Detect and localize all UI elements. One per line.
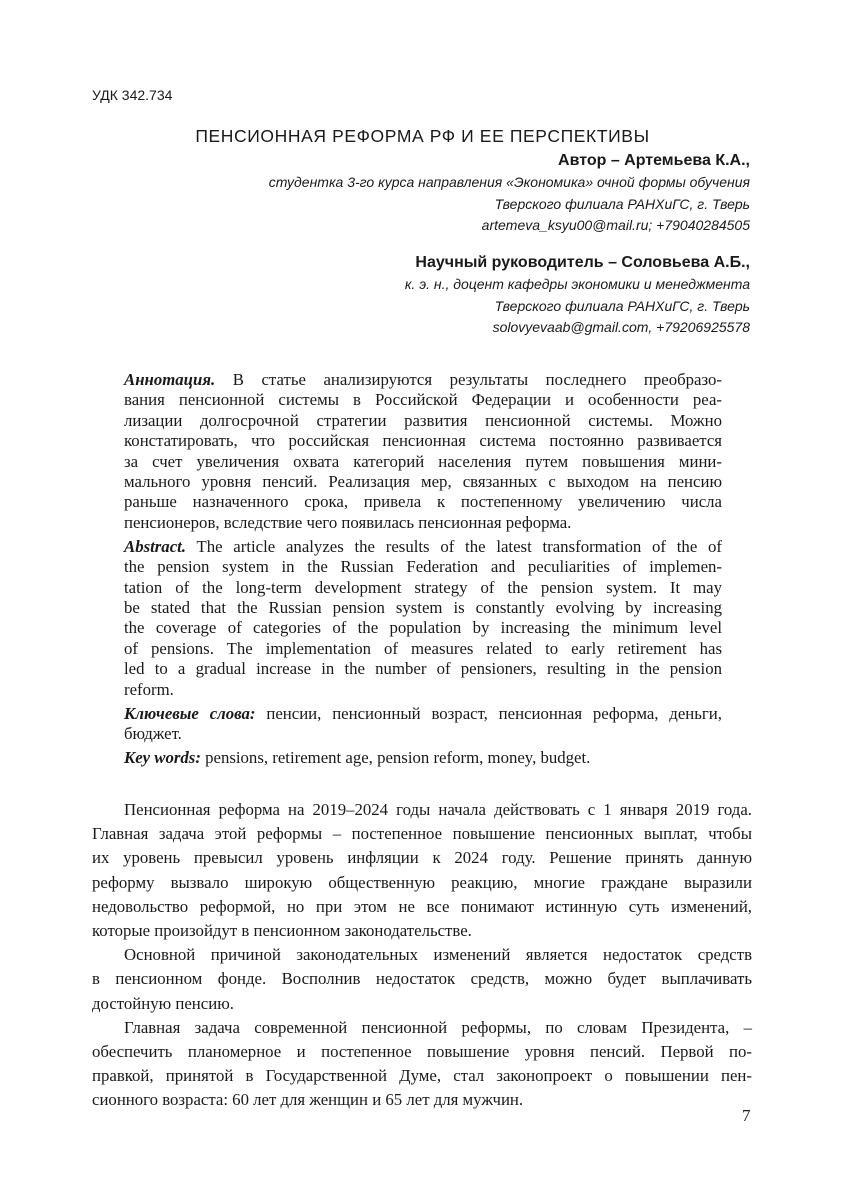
line-text: led to a gradual increase in the number of pensioners, resulting in the pension <box>124 659 722 679</box>
text-line <box>92 1016 752 1040</box>
line-text: в пенсионном фонде. Восполнив недостаток средств, можно будет выплачивать <box>92 969 752 989</box>
line-text: the pension system in the Russian Federation and peculiarities of implemen- <box>124 557 722 577</box>
line-text: достойную пенсию. <box>92 993 234 1013</box>
abstract-paragraph <box>124 537 722 700</box>
line-text: The article analyzes the results of the latest transformation of the of <box>186 536 722 556</box>
line-text: пенсионеров, вследствие чего появилась пенсионная реформа. <box>124 512 572 532</box>
abstract-paragraph <box>124 370 722 533</box>
abstract-section <box>124 370 722 772</box>
text-line <box>124 537 722 557</box>
text-line <box>92 992 752 1016</box>
author-block <box>269 150 750 237</box>
text-line <box>124 598 722 618</box>
page-number: 7 <box>742 1106 751 1125</box>
line-text: Пенсионная реформа на 2019–2024 годы начала действовать с 1 января 2019 года. <box>124 800 752 819</box>
line-text: их уровень превысил уровень инфляции к 2024 году. Решение принять данную <box>92 848 752 868</box>
text-line <box>124 452 722 472</box>
text-line <box>124 748 722 768</box>
text-line <box>124 618 722 638</box>
text-line <box>92 822 752 846</box>
text-line <box>92 1064 752 1088</box>
text-line <box>92 798 752 822</box>
line-text: констатировать, что российская пенсионная система постоянно развивается <box>124 431 722 451</box>
text-line <box>124 557 722 577</box>
advisor-heading: Научный руководитель – Соловьева А.Б., <box>415 254 750 271</box>
abstract-paragraph <box>124 748 722 768</box>
text-line <box>92 919 752 943</box>
advisor-affiliation: к. э. н., доцент кафедры экономики и менеджмента <box>404 276 750 292</box>
text-line <box>92 1040 752 1064</box>
text-line <box>124 578 722 598</box>
line-text: реформу вызвало широкую общественную реакцию, многие граждане выразили <box>92 872 752 892</box>
line-text: Главная задача современной пенсионной реформы, по словам Президента, – <box>124 1017 752 1037</box>
line-text: of pensions. The implementation of measures related to early retirement has <box>124 638 722 658</box>
text-line <box>124 411 722 431</box>
line-text: недовольство реформой, но при этом не все понимают истинную суть изменений, <box>92 896 752 916</box>
advisor-contact: solovyevaab@gmail.com, +79206925578 <box>492 319 750 335</box>
line-text: В статье анализируются результаты последнего преобразо- <box>215 370 722 389</box>
line-text: обеспечить планомерное и постепенное повышение уровня пенсий. Первой по- <box>92 1042 752 1062</box>
text-line <box>124 724 722 744</box>
line-text: Главная задача этой реформы – постепенное повышение пенсионных выплат, чтобы <box>92 824 752 844</box>
line-text: пенсии, пенсионный возраст, пенсионная реформа, деньги, <box>255 703 722 723</box>
author-heading: Автор – Артемьева К.А., <box>558 152 750 169</box>
text-line <box>124 659 722 679</box>
line-text: за счет увеличения охвата категорий населения путем повышения мини- <box>124 451 722 471</box>
text-line <box>124 680 722 700</box>
line-text: мального уровня пенсий. Реализация мер, связанных с выходом на пенсию <box>124 472 722 492</box>
text-line <box>124 492 722 512</box>
line-text: Основной причиной законодательных изменений является недостаток средств <box>124 945 752 965</box>
author-affiliation: студентка 3-го курса направления «Экономика» очной формы обучения <box>268 174 750 190</box>
advisor-affiliation: Тверского филиала РАНХиГС, г. Тверь <box>494 297 750 314</box>
text-line <box>92 1088 752 1112</box>
section-label: Abstract. <box>124 536 187 556</box>
line-text: которые произойдут в пенсионном законодательстве. <box>92 921 472 941</box>
line-text: be stated that the Russian pension system is constantly evolving by increasing <box>124 597 722 617</box>
text-line <box>124 513 722 533</box>
text-line <box>124 472 722 492</box>
line-text: pensions, retirement age, pension reform, money, budget. <box>200 747 591 767</box>
body-paragraph <box>92 1016 752 1113</box>
body-paragraph <box>92 798 752 943</box>
line-text: лизации долгосрочной стратегии развития пенсионной системы. Можно <box>124 410 722 430</box>
text-line <box>124 431 722 451</box>
abstract-paragraph <box>124 704 722 745</box>
section-label: Key words: <box>124 747 201 767</box>
body-text <box>92 798 752 1113</box>
udc-code: УДК 342.734 <box>92 87 173 103</box>
line-text: бюджет. <box>124 723 182 743</box>
text-line <box>92 846 752 870</box>
advisor-block <box>405 252 750 339</box>
line-text: вания пенсионной системы в Российской Федерации и особенности реа- <box>124 390 722 410</box>
line-text: сионного возраста: 60 лет для женщин и 65 лет для мужчин. <box>92 1090 524 1110</box>
article-title: ПЕНСИОННАЯ РЕФОРМА РФ И ЕЕ ПЕРСПЕКТИВЫ <box>195 126 650 146</box>
line-text: раньше назначенного срока, привела к постепенному увеличению числа <box>124 492 722 512</box>
text-line <box>92 895 752 919</box>
section-label: Ключевые слова: <box>124 703 256 723</box>
text-line <box>92 967 752 991</box>
text-line <box>92 871 752 895</box>
text-line <box>124 704 722 724</box>
text-line <box>124 370 722 390</box>
line-text: tation of the long-term development strategy of the pension system. It may <box>124 577 722 597</box>
body-paragraph <box>92 943 752 1016</box>
author-contact: artemeva_ksyu00@mail.ru; +79040284505 <box>481 217 750 233</box>
line-text: reform. <box>124 679 174 699</box>
text-line <box>92 943 752 967</box>
section-label: Аннотация. <box>124 370 216 389</box>
author-affiliation: Тверского филиала РАНХиГС, г. Тверь <box>494 195 750 212</box>
line-text: правкой, принятой в Государственной Думе, стал законопроект о повышении пен- <box>92 1066 752 1086</box>
text-line <box>124 390 722 410</box>
line-text: the coverage of categories of the population by increasing the minimum level <box>124 618 722 638</box>
text-line <box>124 639 722 659</box>
